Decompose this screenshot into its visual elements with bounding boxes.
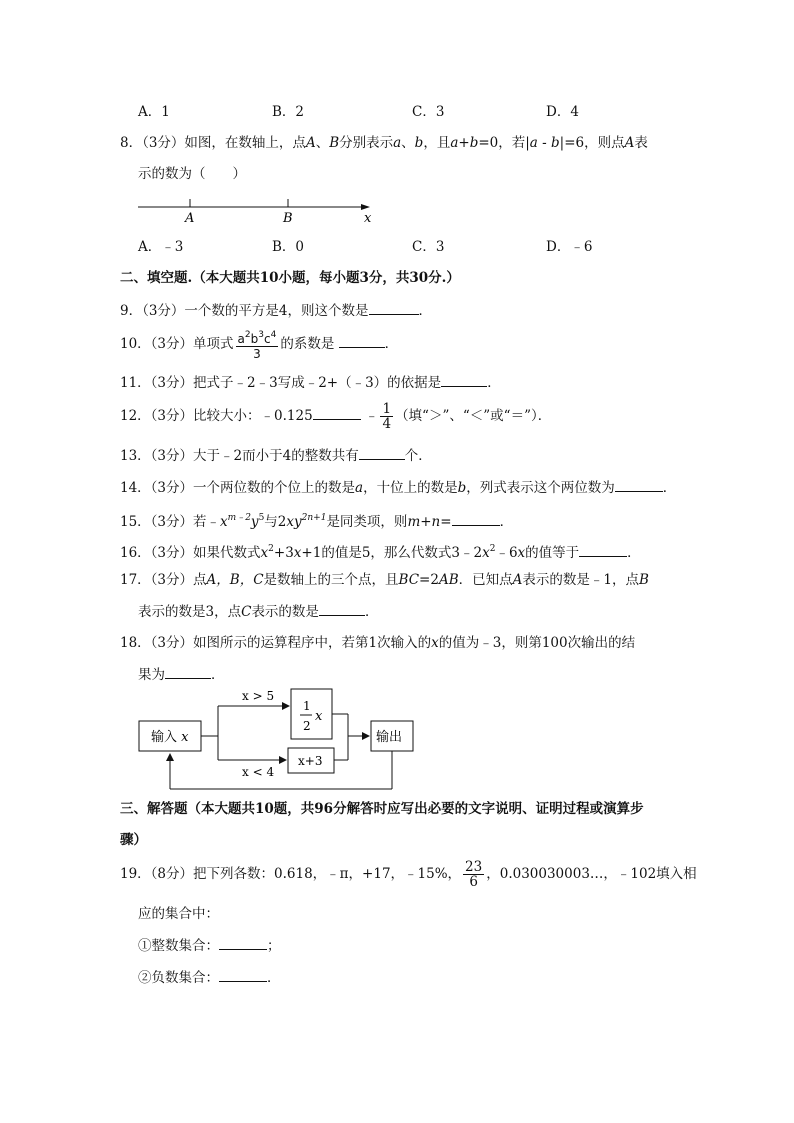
q10-fraction: $\frac{a^2b^3c^4}{3}$ xyxy=(237,330,277,361)
section-3-heading: 三、解答题（本大题共10题，共96分解答时应写出必要的文字说明、证明过程或演算步 xyxy=(120,801,644,817)
flow-input-label: 输入 x xyxy=(151,730,189,745)
q18-flowchart xyxy=(136,686,420,794)
q19-line2: 应的集合中： xyxy=(138,906,219,922)
flow-half-box xyxy=(291,689,332,739)
q11: 11．（3分）把式子﹣2﹣3写成﹣2+（﹣3）的依据是 ． xyxy=(120,372,501,393)
flow-half-var: x xyxy=(315,709,323,724)
q8-number-line xyxy=(136,194,376,226)
q18-line2: 果为 ． xyxy=(138,664,225,685)
flow-half-den: 2 xyxy=(303,719,311,733)
q9-answer-blank xyxy=(369,300,419,315)
q19-set-integers: ①整数集合： ； xyxy=(138,935,281,956)
flow-half-num: 1 xyxy=(303,699,311,713)
flow-cond-top: x > 5 xyxy=(242,689,275,703)
q8-option-c: C．3 xyxy=(412,239,445,255)
q7-option-c: C．3 xyxy=(412,104,445,120)
q14: 14．（3分）一个两位数的个位上的数是a，十位上的数是b，列式表示这个两位数为 ． xyxy=(120,477,676,498)
flow-output-label: 输出 xyxy=(376,730,403,745)
q8-option-a: A．﹣3 xyxy=(138,239,184,255)
q19-set-negatives: ②负数集合： ． xyxy=(138,967,281,988)
q9: 9．（3分）一个数的平方是4，则这个数是 ． xyxy=(120,300,432,321)
section-2-heading: 二、填空题.（本大题共10小题，每小题3分，共30分.） xyxy=(120,270,460,286)
q12: 12．（3分）比较大小：﹣0.125 ﹣ $\frac{1}{4}$ （填“＞”、“＜”或“＝”）． xyxy=(120,401,552,432)
q8-option-d: D．﹣6 xyxy=(546,239,593,255)
section-3-heading-line2: 骤） xyxy=(120,832,147,848)
q16: 16．（3分）如果代数式$x^2+3x+1$的值是5，那么代数式$3﹣2x^2﹣6x$的值等于 ． xyxy=(120,544,641,561)
label-x: x xyxy=(364,211,372,226)
q8-option-b: B．0 xyxy=(272,239,305,255)
q18: 18．（3分）如图所示的运算程序中，若第1次输入的x的值为﹣3，则第100次输出的结 xyxy=(120,635,636,651)
q8-stem-line2: 示的数为（ ） xyxy=(138,166,246,182)
q13: 13．（3分）大于﹣2而小于4的整数共有 个． xyxy=(120,445,432,466)
label-b: B xyxy=(283,211,293,226)
number-line-arrow-icon xyxy=(361,204,370,210)
q19-fraction: $\frac{23}{6}$ xyxy=(465,859,483,890)
label-a: A xyxy=(185,211,195,226)
q12-fraction: $\frac{1}{4}$ xyxy=(382,401,392,432)
q19: 19．（8分）把下列各数：0.618，﹣π，+17，﹣15%， $\frac{23}{6}$ ，0.030030003…，﹣102填入相 xyxy=(120,859,697,890)
q19-integers-blank xyxy=(219,935,267,950)
q10: 10．（3分）单项式 $\frac{a^2b^3c^4}{3}$ 的系数是 ． xyxy=(120,330,399,361)
q17-line2: 表示的数是3，点C表示的数是 ． xyxy=(138,601,378,622)
q17: 17．（3分）点A，B，C是数轴上的三个点，且BC=2AB．已知点A表示的数是﹣1，点B xyxy=(120,572,649,588)
q15: 15．（3分）若$﹣x^{m﹣2}y^5$与$2xy^{2n+1}$是同类项，则m+n= ． xyxy=(120,513,514,530)
q18-answer-blank xyxy=(165,664,211,679)
q13-answer-blank xyxy=(359,445,405,460)
q16-answer-blank xyxy=(579,542,627,557)
q10-answer-blank xyxy=(339,333,385,348)
q14-answer-blank xyxy=(615,477,663,492)
q17-answer-blank xyxy=(319,601,365,616)
q12-answer-blank xyxy=(313,405,361,420)
q11-answer-blank xyxy=(441,372,487,387)
flow-plus3-label: x+3 xyxy=(298,754,323,768)
q7-option-a: A．1 xyxy=(138,104,170,120)
q7-option-b: B．2 xyxy=(272,104,305,120)
q19-negatives-blank xyxy=(219,967,267,982)
q8-stem: 8．（3分）如图，在数轴上，点A、B分别表示a、b，且a+b=0，若|a - b|=6，则点A表 xyxy=(120,135,648,151)
q15-answer-blank xyxy=(452,511,500,526)
q7-option-d: D．4 xyxy=(546,104,579,120)
flow-cond-bottom: x < 4 xyxy=(242,765,275,779)
